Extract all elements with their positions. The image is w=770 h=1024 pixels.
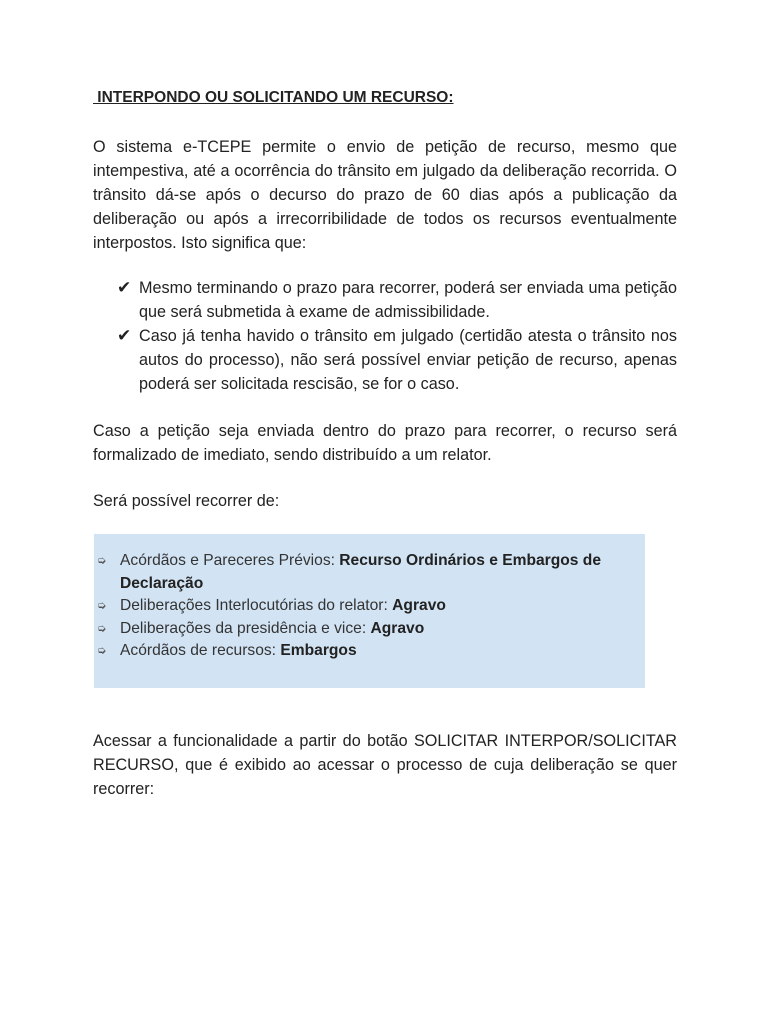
appeal-type-value: Agravo	[392, 597, 446, 614]
checklist-item-text: Caso já tenha havido o trânsito em julgado (certidão atesta o trânsito nos autos do processo), não será possível enviar petição de recurso, apenas poderá ser solicitada rescisão, se for o caso.	[139, 327, 677, 393]
check-icon: ✔	[117, 278, 132, 297]
appeal-type-label: Acórdãos e Pareceres Prévios:	[120, 552, 340, 569]
appeal-type-value: Embargos	[280, 642, 357, 659]
formalization-paragraph: Caso a petição seja enviada dentro do prazo para recorrer, o recurso será formalizado de imediato, sendo distribuído a um relator.	[93, 422, 677, 464]
arrow-bullet-icon: ➭	[97, 645, 107, 657]
appeal-type-value: Agravo	[370, 619, 425, 637]
checklist-item-text: Mesmo terminando o prazo para recorrer, poderá ser enviada uma petição que será submetida à exame de admissibilidade.	[139, 279, 677, 321]
appeal-type-value: Recurso Ordinários e Embargos de Declaração	[120, 552, 601, 592]
checklist-item	[117, 324, 677, 396]
check-icon: ✔	[117, 326, 132, 345]
appeal-type-item	[96, 618, 636, 641]
section-heading: INTERPONDO OU SOLICITANDO UM RECURSO:	[93, 89, 454, 106]
arrow-bullet-icon: ➭	[97, 622, 107, 635]
checklist	[117, 276, 677, 396]
appeal-types-list	[96, 550, 636, 663]
appeal-type-label: Deliberações da presidência e vice:	[120, 619, 371, 637]
arrow-bullet-icon: ➭	[97, 600, 107, 612]
appeal-type-item	[96, 640, 636, 663]
appeal-intro-paragraph: Será possível recorrer de:	[93, 492, 280, 510]
appeal-type-item	[96, 550, 636, 595]
appeal-type-label: Deliberações Interlocutórias do relator:	[120, 597, 393, 614]
appeal-type-item	[96, 595, 636, 618]
checklist-item	[117, 276, 677, 324]
access-instructions-paragraph: Acessar a funcionalidade a partir do botão SOLICITAR INTERPOR/SOLICITAR RECURSO, que é exibido ao acessar o processo de cuja deliberação se quer recorrer:	[93, 732, 677, 798]
arrow-bullet-icon: ➭	[97, 555, 107, 567]
appeal-type-label: Acórdãos de recursos:	[120, 642, 281, 659]
intro-paragraph: O sistema e-TCEPE permite o envio de petição de recurso, mesmo que intempestiva, até a ocorrência do trânsito em julgado da deliberação recorrida. O trânsito dá-se após o decurso do prazo de 60 dias após a publicação da deliberação ou após a irrecorribilidade de todos os recursos eventualmente interpostos. Isto significa que:	[93, 138, 677, 252]
